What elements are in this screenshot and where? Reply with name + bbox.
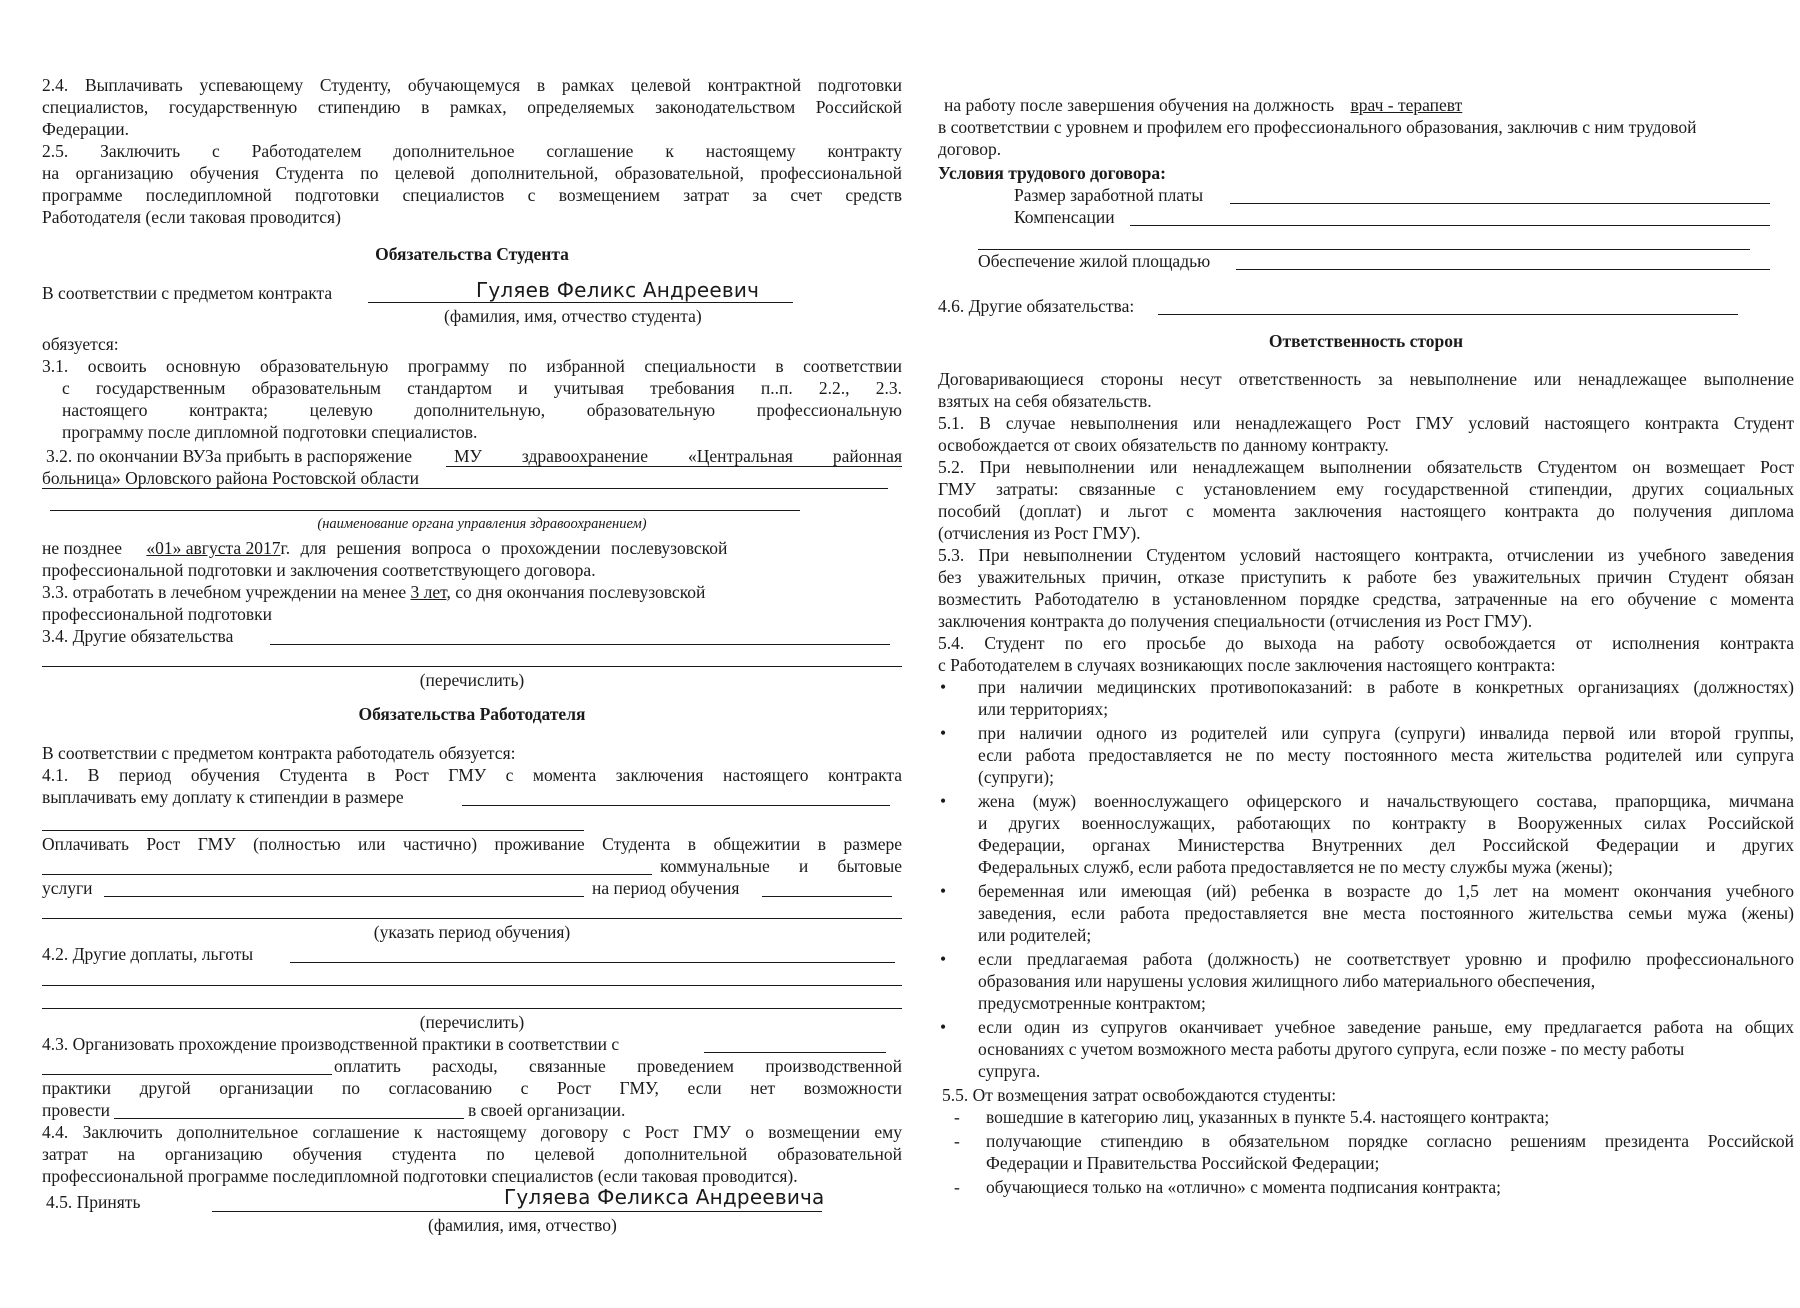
dash-icon: - xyxy=(954,1107,960,1127)
salary-line xyxy=(1230,203,1770,204)
bullet-line: (супруги); xyxy=(978,767,1054,787)
services-line xyxy=(104,896,584,897)
clause-2-5-line: программе последипломной подготовки специалистов с возмещением затрат за счет средств xyxy=(42,185,902,205)
dash-icon: - xyxy=(954,1131,960,1151)
dorm-line: Оплачивать Рост ГМУ (полностью или частично) проживание Студента в общежитии в размере xyxy=(42,834,902,854)
clause-4-6-line xyxy=(1158,314,1738,315)
clause-5-2-line: пособий (доплат) и льгот с момента заключения настоящего контракта до получения диплома xyxy=(938,501,1794,521)
clause-5-1-line: 5.1. В случае невыполнения или ненадлежащего Рост ГМУ условий настоящего контракта Студент xyxy=(938,413,1794,433)
clause-3-1-line: 3.1. освоить основную образовательную программу по избранной специальности в соответствии xyxy=(42,356,902,376)
bullet-line: Федерации, органах Министерства Внутренних дел Российской Федерации и других xyxy=(978,835,1794,855)
deadline-rest: г. для решения вопроса о прохождении послевузовской xyxy=(280,538,728,558)
clause-5-3-line: без уважительных причин, отказе приступить к работе без уважительных причин Студент обязан xyxy=(938,567,1794,587)
clause-3-2-deadline xyxy=(42,537,902,559)
clause-2-4-line: специалистов, государственную стипендию в рамках, определяемых законодательством Российской xyxy=(42,97,902,117)
bullet-line: предусмотренные контрактом; xyxy=(978,993,1206,1013)
salary-label: Размер заработной платы xyxy=(1014,185,1204,205)
work-years: 3 лет xyxy=(410,582,447,602)
obliged-label: обязуется: xyxy=(42,334,119,354)
clause-3-1-line: настоящего контракта; целевую дополнительную, образовательную профессиональную xyxy=(62,400,902,420)
clause-5-3-line: заключения контракта до получения специальности (отчисления из Рост ГМУ). xyxy=(938,611,1533,631)
bullet-icon: • xyxy=(940,677,947,697)
practice-line3 xyxy=(114,1118,464,1119)
fio-caption: (фамилия, имя, отчество студента) xyxy=(444,306,702,326)
clause-3-3-rest: , со дня окончания послевузовской xyxy=(446,582,706,602)
heading-employer-obligations: Обязательства Работодателя xyxy=(358,704,586,724)
period-caption: (указать период обучения) xyxy=(373,922,571,942)
clause-4-1-line: 4.1. В период обучения Студента в Рост ГМУ с момента заключения настоящего контракта xyxy=(42,765,902,785)
resp-intro-line: взятых на себя обязательств. xyxy=(938,391,1152,411)
bullet-line: если работа предоставляется не по месту постоянного места жительства родителей или супруга xyxy=(978,745,1794,765)
bullet-line: Федеральных служб, если работа предоставляется не по месту службы мужа (жены); xyxy=(978,857,1613,877)
subject-prefix: В соответствии с предметом контракта xyxy=(42,283,333,303)
clause-4-1-line: выплачивать ему доплату к стипендии в размере xyxy=(42,787,404,807)
clause-3-2-line: профессиональной подготовки и заключения соответствующего договора. xyxy=(42,560,596,580)
clause-3-3-line: профессиональной подготовки xyxy=(42,604,272,624)
fio-caption: (фамилия, имя, отчество) xyxy=(428,1215,617,1235)
clause-3-2-prefix: 3.2. по окончании ВУЗа прибыть в распоряжение xyxy=(46,446,413,466)
compensation-label: Компенсации xyxy=(1014,207,1115,227)
clause-4-3-line: 4.3. Организовать прохождение производственной практики в соответствии с xyxy=(42,1034,620,1054)
clause-2-4-line: Федерации. xyxy=(42,119,130,139)
housing-label: Обеспечение жилой площадью xyxy=(978,251,1211,271)
deadline-prefix: не позднее xyxy=(42,538,123,558)
bullet-line: образования или нарушены условия жилищного либо материального обеспечения, xyxy=(978,971,1596,991)
clause-4-6: 4.6. Другие обязательства: xyxy=(938,296,1135,316)
dash-line: обучающиеся только на «отлично» с момента подписания контракта; xyxy=(986,1177,1501,1197)
clause-4-3-line: провести xyxy=(42,1100,111,1120)
clause-4-5-prefix: 4.5. Принять xyxy=(46,1192,141,1212)
top-line: договор. xyxy=(938,139,1002,159)
clause-2-5-line: Работодателя (если таковая проводится) xyxy=(42,207,341,227)
clause-4-3-line: в своей организации. xyxy=(468,1100,626,1120)
employer-intro: В соответствии с предметом контракта работодатель обязуется: xyxy=(42,743,516,763)
stipend-line2 xyxy=(42,830,584,831)
clause-4-3-line: практики другой организации по согласованию с Рост ГМУ, если нет возможности xyxy=(42,1078,902,1098)
accept-name-line xyxy=(212,1211,822,1212)
dorm-services-label: услуги xyxy=(42,878,93,898)
clause-3-2-line2 xyxy=(42,488,888,489)
clause-2-5-line: 2.5. Заключить с Работодателем дополнительное соглашение к настоящему контракту xyxy=(42,141,902,161)
bullet-icon: • xyxy=(940,881,947,901)
top-line: в соответствии с уровнем и профилем его профессионального образования, заключив с ним трудовой xyxy=(938,117,1697,137)
clause-2-4-line: 2.4. Выплачивать успевающему Студенту, обучающемуся в рамках целевой контрактной подготовки xyxy=(42,75,902,95)
bullet-line: или территориях; xyxy=(978,699,1109,719)
student-name: Гуляев Феликс Андреевич xyxy=(476,278,760,302)
dash-icon: - xyxy=(954,1177,960,1197)
clause-5-4-line: 5.4. Студент по его просьбе до выхода на работу освобождается от исполнения контракта xyxy=(938,633,1794,653)
labor-conditions-heading: Условия трудового договора: xyxy=(938,163,1166,183)
dash-line: вошедшие в категорию лиц, указанных в пункте 5.4. настоящего контракта; xyxy=(986,1107,1550,1127)
period-line2 xyxy=(42,918,902,919)
clause-3-3 xyxy=(42,581,902,603)
enum-caption: (перечислить) xyxy=(419,670,525,690)
clause-4-2: 4.2. Другие доплаты, льготы xyxy=(42,944,254,964)
period-line xyxy=(762,896,892,897)
bullet-line: если один из супругов оканчивает учебное заведение раньше, ему предлагается работа на общих xyxy=(978,1017,1794,1037)
bullet-line: основаниях с учетом возможного места работы другого супруга, если позже - по месту работы xyxy=(978,1039,1685,1059)
bullet-icon: • xyxy=(940,949,947,969)
clause-4-2-line3 xyxy=(42,1008,902,1009)
bullet-icon: • xyxy=(940,1017,947,1037)
clause-4-2-line xyxy=(290,962,895,963)
clause-4-3-line: оплатить расходы, связанные проведением производственной xyxy=(334,1056,902,1076)
clause-5-1-line: освобождается от своих обязательств по данному контракту. xyxy=(938,435,1389,455)
heading-student-obligations: Обязательства Студента xyxy=(375,244,569,264)
clause-5-3-line: возместить Работодателю в установленном порядке средства, затраченные на его обучение с момента xyxy=(938,589,1794,609)
practice-line2 xyxy=(42,1074,332,1075)
bullet-line: беременная или имеющая (ий) ребенка в возрасте до 1,5 лет на момент окончания учебного xyxy=(978,881,1794,901)
org-caption: (наименование органа управления здравоохранением) xyxy=(317,516,647,532)
clause-3-4-line xyxy=(270,644,890,645)
bullet-icon: • xyxy=(940,723,947,743)
stipend-line xyxy=(462,805,890,806)
dash-line: Федерации и Правительства Российской Федерации; xyxy=(986,1153,1380,1173)
resp-intro-line: Договаривающиеся стороны несут ответственность за невыполнение или ненадлежащее выполнение xyxy=(938,369,1794,389)
bullet-line: при наличии одного из родителей или супруга (супруги) инвалида первой или второй группы, xyxy=(978,723,1794,743)
job-position: врач - терапевт xyxy=(1350,95,1463,115)
period-label: на период обучения xyxy=(592,878,740,898)
clause-5-3-line: 5.3. При невыполнении Студентом условий настоящего контракта, отчислении из учебного заведения xyxy=(938,545,1794,565)
clause-3-2-value2: больница» Орловского района Ростовской области xyxy=(42,468,420,488)
bullet-line: и других военнослужащих, работающих по контракту в Вооруженных силах Российской xyxy=(978,813,1794,833)
bullet-line: жена (муж) военнослужащего офицерского и начальствующего состава, прапорщика, мичмана xyxy=(978,791,1794,811)
bullet-icon: • xyxy=(940,791,947,811)
bullet-line: при наличии медицинских противопоказаний: в работе в конкретных организациях (должностях) xyxy=(978,677,1794,697)
bullet-line: если предлагаемая работа (должность) не соответствует уровню и профилю профессионального xyxy=(978,949,1794,969)
org-line xyxy=(50,510,800,511)
clause-4-4-line: профессиональной программе последипломной подготовки специалистов (если таковая проводится). xyxy=(42,1166,798,1186)
heading-responsibility: Ответственность сторон xyxy=(1268,331,1464,351)
clause-3-4: 3.4. Другие обязательства xyxy=(42,626,234,646)
dorm-line-tail: коммунальные и бытовые xyxy=(660,856,902,876)
enum-caption: (перечислить) xyxy=(419,1012,525,1032)
clause-3-1-line: с государственным образовательным стандартом и учитывая требования п..п. 2.2., 2.3. xyxy=(62,378,902,398)
clause-5-4-line: с Работодателем в случаях возникающих после заключения настоящего контракта: xyxy=(938,655,1556,675)
practice-line xyxy=(704,1052,886,1053)
housing-line xyxy=(1236,269,1770,270)
clause-5-2-line: (отчисления из Рост ГМУ). xyxy=(938,523,1141,543)
bullet-line: заведения, если работа предоставляется вне места постоянного жительства семьи мужа (жены) xyxy=(978,903,1794,923)
top-line-prefix: на работу после завершения обучения на должность xyxy=(944,95,1335,115)
clause-3-2-value: МУ здравоохранение «Центральная районная xyxy=(454,446,902,466)
clause-4-2-line2 xyxy=(42,985,902,986)
clause-3-1-line: программу после дипломной подготовки специалистов. xyxy=(62,422,478,442)
clause-3-3-prefix: 3.3. отработать в лечебном учреждении на менее xyxy=(42,582,407,602)
deadline-date: «01» августа 2017 xyxy=(146,538,281,558)
clause-4-4-line: 4.4. Заключить дополнительное соглашение к настоящему договору с Рост ГМУ о возмещении ему xyxy=(42,1122,902,1142)
clause-4-4-line: затрат на организацию обучения студента по целевой дополнительной образовательной xyxy=(42,1144,902,1164)
student-name-line xyxy=(368,302,793,303)
top-line xyxy=(944,94,1794,116)
clause-5-2-line: ГМУ затраты: связанные с установлением ему государственной стипендии, других социальных xyxy=(938,479,1794,499)
clause-3-4-line2 xyxy=(42,666,902,667)
bullet-line: супруга. xyxy=(978,1061,1041,1081)
accept-name: Гуляева Феликса Андреевича xyxy=(504,1185,825,1209)
bullet-line: или родителей; xyxy=(978,925,1092,945)
clause-2-5-line: на организацию обучения Студента по целевой дополнительной, образовательной, профессиональной xyxy=(42,163,902,183)
clause-5-5: 5.5. От возмещения затрат освобождаются студенты: xyxy=(942,1085,1337,1105)
clause-5-2-line: 5.2. При невыполнении или ненадлежащем выполнении обязательств Студентом он возмещает Рост xyxy=(938,457,1794,477)
dash-line: получающие стипендию в обязательном порядке согласно решениям президента Российской xyxy=(986,1131,1794,1151)
compensation-line xyxy=(1130,225,1770,226)
dorm-amount-line xyxy=(42,874,652,875)
